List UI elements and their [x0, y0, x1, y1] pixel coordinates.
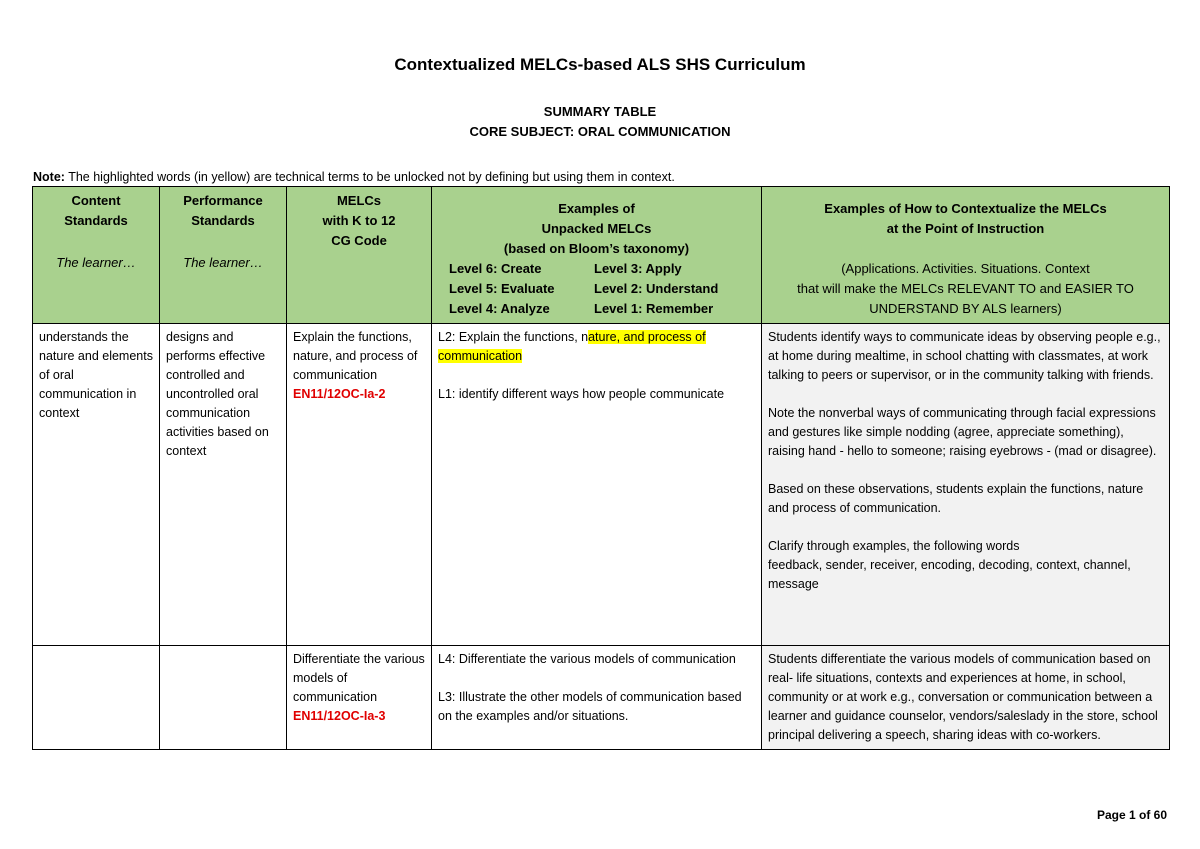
curriculum-table	[32, 186, 1170, 750]
bloom-levels	[438, 259, 755, 319]
level-1: Level 1: Remember	[594, 301, 714, 316]
content-standard-cell: understands the nature and elements of oral communication in context	[33, 324, 160, 646]
highlighted-term: ature, and process of communication	[438, 330, 706, 363]
unpacked-cell	[432, 646, 762, 750]
summary-table-heading: SUMMARY TABLE	[543, 104, 657, 119]
header-row	[33, 187, 1170, 324]
level-3: Level 3: Apply	[594, 261, 682, 276]
contextualize-cell	[762, 324, 1170, 646]
unpacked-cell	[432, 324, 762, 646]
unpacked-l1-text: L1: identify different ways how people communicate	[438, 387, 725, 401]
page-number: Page 1 of 60	[1096, 808, 1167, 822]
performance-standard-cell: designs and performs effective controlled and uncontrolled oral communication activities based on context	[160, 324, 287, 646]
level-5: Level 5: Evaluate	[449, 281, 555, 296]
level-6: Level 6: Create	[449, 261, 542, 276]
performance-standard-cell	[160, 646, 287, 750]
cg-code: EN11/12OC-Ia-2	[293, 387, 386, 401]
level-2: Level 2: Understand	[594, 281, 719, 296]
header-unpacked-melcs: Examples of Unpacked MELCs (based on Bloom’s taxonomy) Level 6: Create Level 3: Apply Level 5: Evaluate Level 2: Understand Level 4: Analyze Level 1: Remember	[432, 187, 762, 324]
context-terms: feedback, sender, receiver, encoding, decoding, context, channel, message	[768, 558, 1131, 591]
core-subject-heading: CORE SUBJECT: ORAL COMMUNICATION	[469, 124, 731, 139]
unpacked-l2-text: L2: Explain the functions, n	[438, 330, 589, 344]
header-melcs: MELCs with K to 12 CG Code	[287, 187, 432, 324]
melc-text: Differentiate the various models of communication	[293, 652, 425, 704]
table-row	[33, 646, 1170, 750]
context-paragraph: Based on these observations, students explain the functions, nature and process of communication.	[768, 482, 1144, 515]
context-paragraph: Note the nonverbal ways of communicating through facial expressions and gestures like simple nodding (agree, appreciate something), raising hand - hello to someone; raising eyebrows - (mad or disagree).	[768, 406, 1157, 458]
cg-code: EN11/12OC-Ia-3	[293, 709, 386, 723]
melc-cell	[287, 324, 432, 646]
context-paragraph: Students identify ways to communicate ideas by observing people e.g., at home during mealtime, in school chatting with classmates, at work talking to peers or supervisor, or in the community talking with friends.	[768, 330, 1161, 382]
note	[33, 170, 675, 184]
content-standard-cell	[33, 646, 160, 750]
context-paragraph: Clarify through examples, the following words	[768, 539, 1020, 553]
header-contextualize: Examples of How to Contextualize the MELCs at the Point of Instruction (Applications. Activities. Situations. Context that will make the MELCs RELEVANT TO and EASIER TO UNDERSTAND BY ALS learners)	[762, 187, 1170, 324]
level-4: Level 4: Analyze	[449, 301, 550, 316]
table-row	[33, 324, 1170, 646]
contextualize-cell: Students differentiate the various models of communication based on real- life situations, contexts and experiences at home, in school, community or at work e.g., conversation or communication between a learner and guidance counselor, vendors/saleslady in the store, school principal delivering a speech, sharing ideas with co-workers.	[762, 646, 1170, 750]
note-label: Note:	[33, 170, 65, 184]
unpacked-l4-text: L4: Differentiate the various models of communication	[438, 652, 736, 666]
melc-text: Explain the functions, nature, and process of communication	[293, 330, 418, 382]
document-title: Contextualized MELCs-based ALS SHS Curriculum	[394, 55, 806, 74]
header-content-standards: Content Standards The learner…	[33, 187, 160, 324]
note-text: The highlighted words (in yellow) are technical terms to be unlocked not by defining but using them in context.	[64, 170, 675, 184]
header-performance-standards: Performance Standards The learner…	[160, 187, 287, 324]
unpacked-l3-text: L3: Illustrate the other models of communication based on the examples and/or situations.	[438, 690, 742, 723]
melc-cell	[287, 646, 432, 750]
